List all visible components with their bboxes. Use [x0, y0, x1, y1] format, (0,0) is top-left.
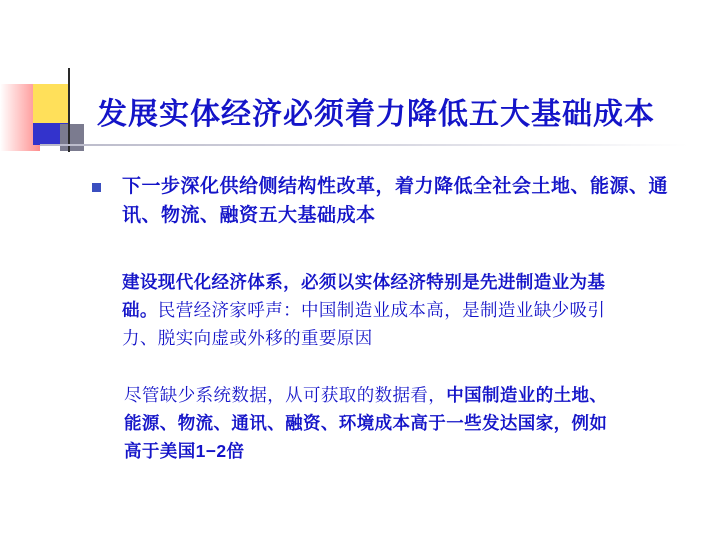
paragraph-3-normal-lead: 尽管缺少系统数据，从可获取的数据看，: [124, 385, 447, 405]
bullet-square-icon: [92, 183, 101, 192]
bullet-1-text: 下一步深化供给侧结构性改革，着力降低全社会土地、能源、通讯、物流、融资五大基础成本: [122, 176, 669, 226]
ornament-yellow-square: [33, 84, 69, 124]
paragraph-3: [124, 381, 624, 465]
ornament-vertical-line: [68, 68, 70, 152]
paragraph-3-bold-rest: 中国制造业的土地、能源、物流、通讯、融资、环境成本高于一些发达国家，例如高于美国1−2倍: [124, 385, 608, 461]
page-title: 发展实体经济必须着力降低五大基础成本: [97, 98, 655, 131]
ornament-gray-square: [60, 124, 84, 151]
paragraph-2-rest: 民营经济家呼声：中国制造业成本高，是制造业缺少吸引力、脱实向虚或外移的重要原因: [122, 300, 606, 348]
title-underline-rule: [40, 144, 688, 146]
paragraph-2: [122, 268, 622, 352]
paragraph-2-bold-lead: 建设现代化经济体系，必须以实体经济特别是先进制造业为基础。: [122, 272, 606, 320]
